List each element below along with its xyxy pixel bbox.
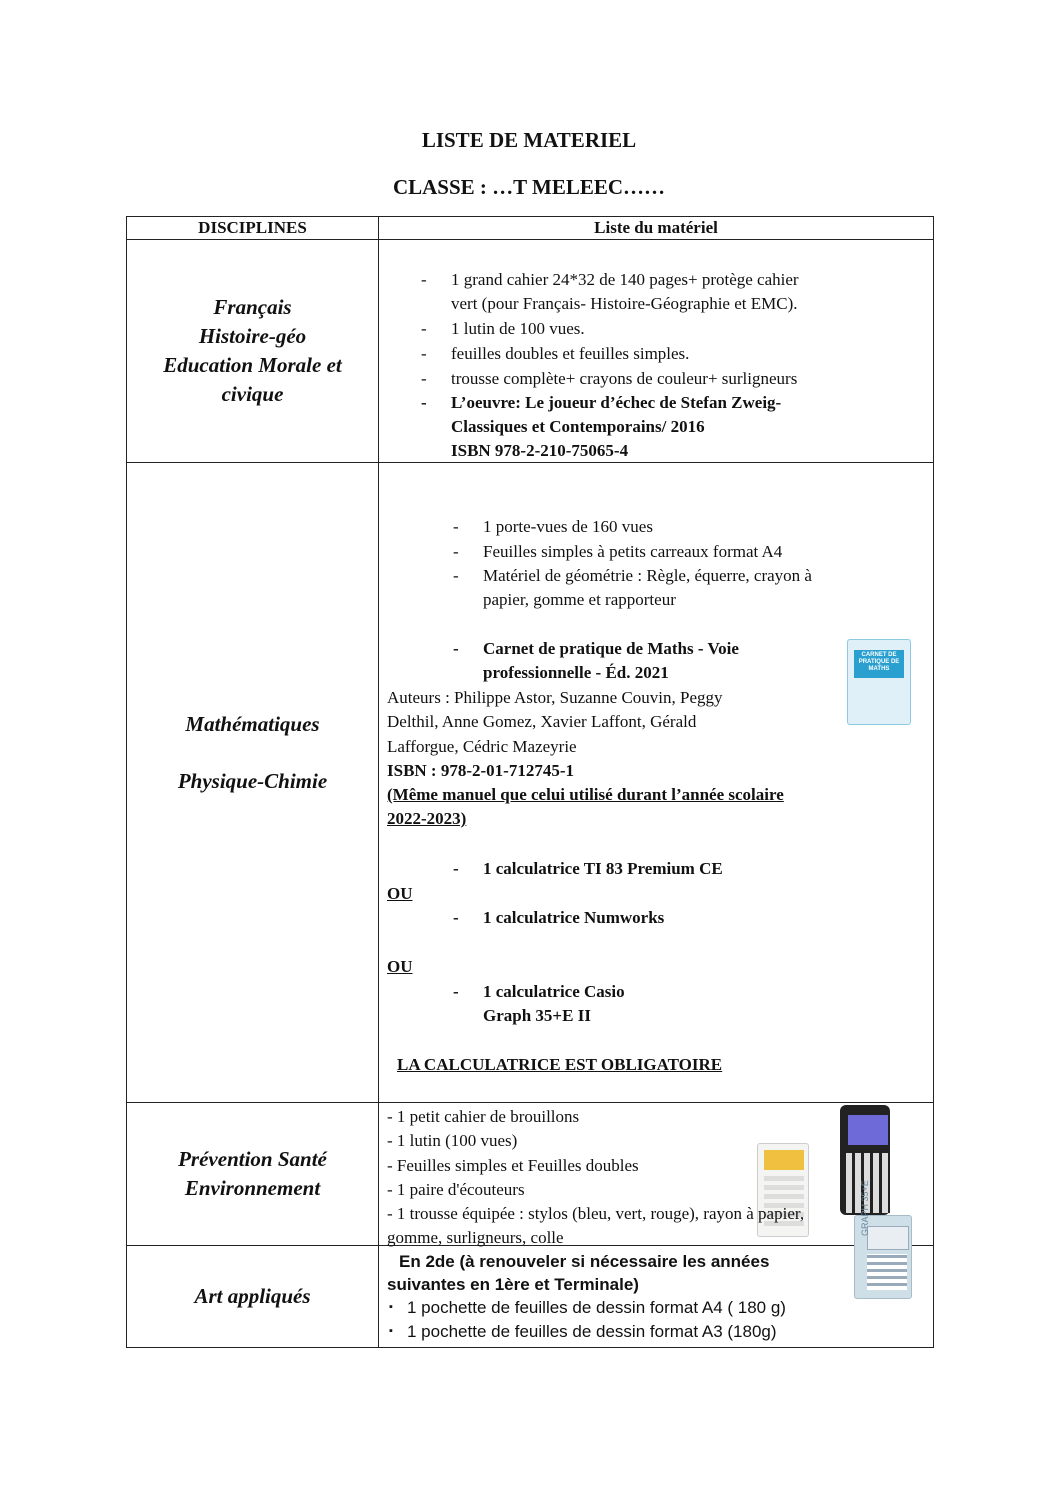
list-item: L’oeuvre: Le joueur d’échec de Stefan Zweig- — [451, 393, 782, 412]
materials-table — [126, 216, 934, 1348]
table-row-francais — [127, 240, 934, 463]
list-item: 1 lutin de 100 vues. — [451, 319, 585, 338]
class-line: CLASSE : …T MELEEC…… — [392, 175, 666, 199]
list-item: Lafforgue, Cédric Mazeyrie — [387, 737, 577, 756]
list-item: Auteurs : Philippe Astor, Suzanne Couvin, Peggy — [387, 688, 723, 707]
list-item: (Même manuel que celui utilisé durant l’année scolaire — [387, 785, 784, 804]
list-item: Graph 35+E II — [483, 1006, 591, 1025]
list-item: ISBN 978-2-210-75065-4 — [451, 441, 629, 460]
list-item: Delthil, Anne Gomez, Xavier Laffont, Gérald — [387, 712, 697, 731]
list-item: - 1 paire d'écouteurs — [387, 1180, 525, 1199]
document-title: LISTE DE MATERIEL — [421, 128, 637, 152]
list-item: 1 pochette de feuilles de dessin format A3 (180g) — [407, 1322, 777, 1341]
list-item: - 1 lutin (100 vues) — [387, 1131, 518, 1150]
list-item: - 1 petit cahier de brouillons — [387, 1107, 580, 1126]
list-item: 1 pochette de feuilles de dessin format A4 ( 180 g) — [407, 1298, 786, 1317]
list-item: trousse complète+ crayons de couleur+ surligneurs — [451, 369, 798, 388]
book-cover-image: CARNET DE PRATIQUE DE MATHS — [847, 639, 911, 725]
list-item: feuilles doubles et feuilles simples. — [451, 344, 690, 363]
list-item: 1 calculatrice Casio — [483, 982, 625, 1001]
list-item: - 1 trousse équipée : stylos (bleu, vert, rouge), rayon à papier, — [387, 1204, 805, 1223]
table-row-arts — [127, 1246, 934, 1348]
header-materiel: Liste du matériel — [379, 217, 934, 240]
list-item: ISBN : 978-2-01-712745-1 — [387, 761, 574, 780]
list-item: 1 calculatrice TI 83 Premium CE — [483, 859, 723, 878]
discipline-maths: Mathématiques Physique-Chimie — [127, 463, 379, 1103]
list-item: papier, gomme et rapporteur — [483, 590, 676, 609]
or-label: OU — [387, 884, 413, 903]
list-item: 1 calculatrice Numworks — [483, 908, 665, 927]
discipline-arts: Art appliqués — [127, 1246, 379, 1348]
list-item: 1 porte-vues de 160 vues — [483, 517, 653, 536]
list-item: Classiques et Contemporains/ 2016 — [451, 417, 705, 436]
discipline-pse: Prévention Santé Environnement — [127, 1103, 379, 1246]
list-item: En 2de (à renouveler si nécessaire les années — [399, 1252, 770, 1271]
casio-calculator-image: GRAPH 35+E — [854, 1215, 912, 1299]
materials-pse — [379, 1103, 934, 1246]
list-item: 2022-2023) — [387, 809, 467, 828]
table-row-maths — [127, 463, 934, 1103]
list-item: vert (pour Français- Histoire-Géographie et EMC). — [451, 294, 798, 313]
list-item: Matériel de géométrie : Règle, équerre, crayon à — [483, 566, 812, 585]
header-disciplines: DISCIPLINES — [127, 217, 379, 240]
list-item: 1 grand cahier 24*32 de 140 pages+ protège cahier — [451, 270, 799, 289]
materials-maths: - 1 porte-vues de 160 vues - Feuilles simples à petits carreaux format A4 - Matériel de géométrie : Règle, équerre, crayon à papier, gomme et rapporteur - Carnet de pratique de Maths - Voie professionnelle - Éd. 2021 Auteurs : Philippe Astor, Suzanne Couvin, Peggy Delthil, Anne Gomez, Xavier Laffont, Gérald Lafforgue, Cédric Mazeyrie ISBN : 978-2-01-712745-1 (Même manuel que celui utilisé durant l’année scolaire 2022-2023) - 1 calculatrice TI 83 Premium CE OU - 1 calculatrice Numworks OU - 1 calculatrice Casio Graph 35+E II LA CALCULATRICE EST OBLIGATOIRE CARNET DE PRATIQUE DE MATHS GRAPH 35+E — [379, 463, 934, 1103]
list-item: professionnelle - Éd. 2021 — [483, 663, 669, 682]
mandatory-note: LA CALCULATRICE EST OBLIGATOIRE — [397, 1055, 723, 1074]
table-row-pse — [127, 1103, 934, 1246]
materials-francais: - 1 grand cahier 24*32 de 140 pages+ protège cahier vert (pour Français- Histoire-Géographie et EMC). - 1 lutin de 100 vues. - feuilles doubles et feuilles simples. - trousse complète+ crayons de couleur+ surligneurs - L’oeuvre: Le joueur d’échec de Stefan Zweig- Classiques et Contemporains/ 2016 ISBN 978-2-210-75065-4 — [379, 240, 934, 463]
list-item: - Feuilles simples et Feuilles doubles — [387, 1156, 639, 1175]
table-header-row — [127, 217, 934, 240]
or-label: OU — [387, 957, 413, 976]
list-item: Feuilles simples à petits carreaux format A4 — [483, 542, 783, 561]
list-item: Carnet de pratique de Maths - Voie — [483, 639, 739, 658]
list-item: gomme, surligneurs, colle — [387, 1228, 564, 1247]
materials-arts: En 2de (à renouveler si nécessaire les années suivantes en 1ère et Terminale) ▪ 1 pochette de feuilles de dessin format A4 ( 180 g) ▪ 1 pochette de feuilles de dessin format A3 (180g) — [379, 1246, 934, 1348]
list-item: suivantes en 1ère et Terminale) — [387, 1275, 639, 1294]
discipline-francais: Français Histoire-géo Education Morale et civique — [127, 240, 379, 463]
